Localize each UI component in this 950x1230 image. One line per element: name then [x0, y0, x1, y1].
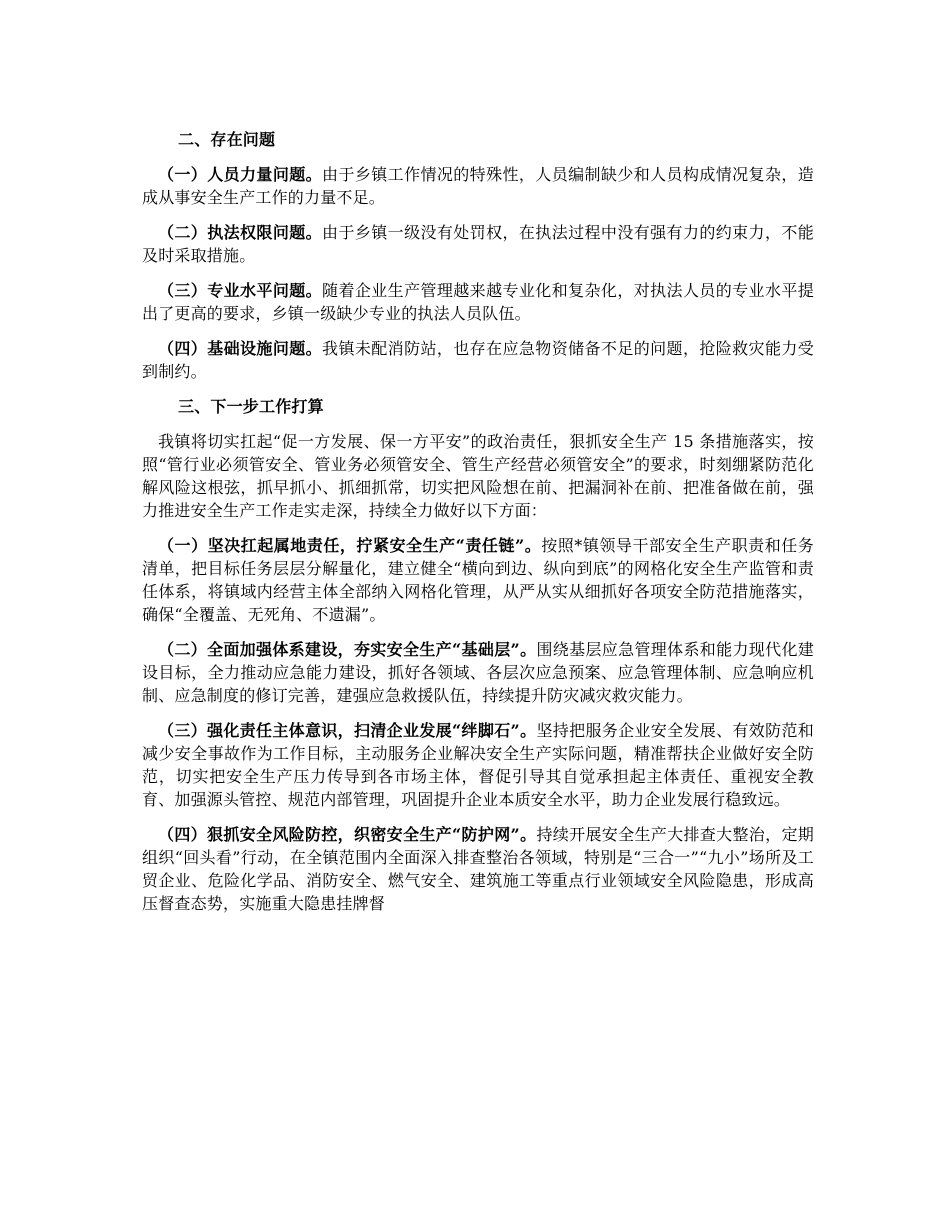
plan-item-body: 围绕基层应急管理体系和能力现代化建设目标，全力推动应急能力建设，抓好各领域、各层次应急预案、应急管理体制、应急响应机制、应急制度的修订完善，建强应急救援队伍，持续提升防灾减灾救灾能力。 [142, 640, 814, 705]
plan-item-1 [142, 534, 814, 626]
problem-item-body: 我镇未配消防站，也存在应急物资储备不足的问题，抢险救灾能力受到制约。 [142, 339, 814, 381]
problem-item-1 [142, 163, 814, 209]
plan-item-2 [142, 638, 814, 707]
plan-item-body: 按照*镇领导干部安全生产职责和任务清单，把目标任务层层分解量化，建立健全“横向到边、纵向到底”的网格化安全生产监管和责任体系，将镇域内经营主体全部纳入网格化管理，从严从实从细抓好各项安全防范措施落实，确保“全覆盖、无死角、不遗漏”。 [142, 536, 814, 624]
problem-item-body: 由于乡镇一级没有处罚权，在执法过程中没有强有力的约束力，不能及时采取措施。 [142, 223, 814, 265]
section-heading-problems: 二、存在问题 [178, 130, 276, 149]
problem-item-title: （四）基础设施问题。 [158, 339, 323, 358]
problem-item-3 [142, 279, 814, 325]
plans-intro-paragraph: 我镇将切实扛起“促一方发展、保一方平安”的政治责任，狠抓安全生产 15 条措施落实，按照“管行业必须管安全、管业务必须管安全、管生产经营必须管安全”的要求，时刻绷紧防范化解风险这根弦，抓早抓小、抓细抓常，切实把风险想在前、把漏洞补在前、把准备做在前，强力推进安全生产工作走实走深，持续全力做好以下方面： [142, 432, 814, 520]
problem-item-title: （二）执法权限问题。 [158, 223, 323, 242]
problem-item-body: 随着企业生产管理越来越专业化和复杂化，对执法人员的专业水平提出了更高的要求，乡镇一级缺少专业的执法人员队伍。 [142, 281, 814, 323]
section-heading-plans: 三、下一步工作打算 [178, 397, 324, 416]
plan-item-title: （三）强化责任主体意识，扫清企业发展“绊脚石”。 [158, 721, 537, 740]
plan-item-body: 持续开展安全生产大排查大整治，定期组织“回头看”行动，在全镇范围内全面深入排查整治各领域，特别是“三合一”“九小”场所及工贸企业、危险化学品、消防安全、燃气安全、建筑施工等重点行业领域安全风险隐患，形成高压督查态势，实施重大隐患挂牌督 [142, 825, 814, 913]
problem-item-body: 由于乡镇工作情况的特殊性，人员编制缺少和人员构成情况复杂，造成从事安全生产工作的力量不足。 [142, 165, 814, 207]
plan-item-3 [142, 719, 814, 811]
problem-item-2 [142, 221, 814, 267]
problem-item-4 [142, 337, 814, 383]
problem-item-title: （一）人员力量问题。 [158, 165, 323, 184]
plan-item-title: （一）坚决扛起属地责任，拧紧安全生产“责任链”。 [158, 536, 542, 555]
plan-item-title: （四）狠抓安全风险防控，织密安全生产“防护网”。 [158, 825, 537, 844]
plan-item-title: （二）全面加强体系建设，夯实安全生产“基础层”。 [158, 640, 537, 659]
problem-item-title: （三）专业水平问题。 [158, 281, 323, 300]
document-body [142, 128, 814, 927]
plan-item-body: 坚持把服务企业安全发展、有效防范和减少安全事故作为工作目标，主动服务企业解决安全生产实际问题，精准帮扶企业做好安全防范，切实把安全生产压力传导到各市场主体，督促引导其自觉承担起主体责任、重视安全教育、加强源头管控、规范内部管理，巩固提升企业本质安全水平，助力企业发展行稳致远。 [142, 721, 814, 809]
plan-item-4 [142, 823, 814, 915]
